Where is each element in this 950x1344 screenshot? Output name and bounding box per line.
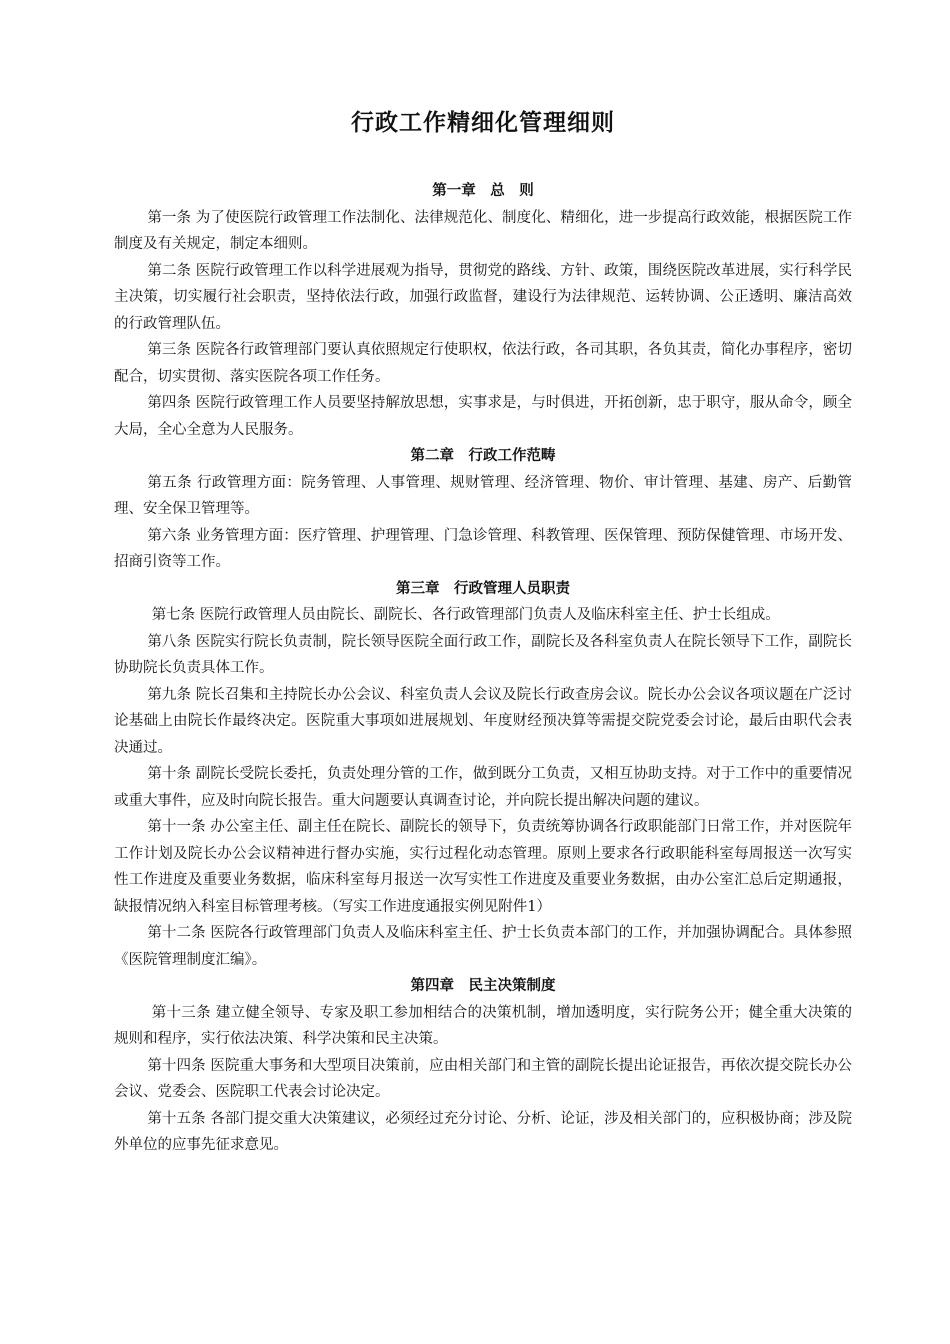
article-11: 第十一条 办公室主任、副主任在院长、副院长的领导下，负责统筹协调各行政职能部门日常工作，并对医院年工作计划及院长办公会议精神进行督办实施，实行过程化动态管理。原则上要求各行政职能科室每周报送一次写实性工作进度及重要业务数据，临床科室每月报送一次写实性工作进度及重要业务数据，由办公室汇总后定期通报，缺报情况纳入科室目标管理考核。（写实工作进度通报实例见附件1） xyxy=(114,819,852,915)
chapter-heading: 第一章 总 则 xyxy=(432,183,534,199)
chapter-heading: 第三章 行政管理人员职责 xyxy=(396,580,570,597)
article-8: 第八条 医院实行院长负责制，院长领导医院全面行政工作，副院长及各科室负责人在院长领导下工作，副院长协助院长负责具体工作。 xyxy=(114,633,852,676)
article-10: 第十条 副院长受院长委托，负责处理分管的工作，做到既分工负责，又相互协助支持。对于工作中的重要情况或重大事件，应及时向院长报告。重大问题要认真调查讨论，并向院长提出解决问题的建议。 xyxy=(114,766,852,809)
article-1: 第一条 为了使医院行政管理工作法制化、法律规范化、制度化、精细化，进一步提高行政效能，根据医院工作制度及有关规定，制定本细则。 xyxy=(114,209,852,252)
document-page xyxy=(114,108,852,1159)
article-2: 第二条 医院行政管理工作以科学进展观为指导，贯彻党的路线、方针、政策，围绕医院改革进展，实行科学民主决策，切实履行社会职责，坚持依法行政，加强行政监督，建设行为法律规范、运转协调、公正透明、廉洁高效的行政管理队伍。 xyxy=(114,262,852,332)
article-7: 第七条 医院行政管理人员由院长、副院长、各行政管理部门负责人及临床科室主任、护士长组成。 xyxy=(151,607,780,623)
article-12: 第十二条 医院各行政管理部门负责人及临床科室主任、护士长负责本部门的工作，并加强协调配合。具体参照《医院管理制度汇编》。 xyxy=(114,925,852,968)
article-5: 第五条 行政管理方面：院务管理、人事管理、规财管理、经济管理、物价、审计管理、基建、房产、后勤管理、安全保卫管理等。 xyxy=(114,474,852,517)
article-15: 第十五条 各部门提交重大决策建议，必须经过充分讨论、分析、论证，涉及相关部门的，应积极协商；涉及院外单位的应事先征求意见。 xyxy=(114,1110,852,1153)
article-14: 第十四条 医院重大事务和大型项目决策前，应由相关部门和主管的副院长提出论证报告，再依次提交院长办公会议、党委会、医院职工代表会讨论决定。 xyxy=(114,1057,852,1100)
article-9: 第九条 院长召集和主持院长办公会议、科室负责人会议及院长行政查房会议。院长办公会议各项议题在广泛讨论基础上由院长作最终决定。医院重大事项如进展规划、年度财经预决算等需提交院党委会讨论，最后由职代会表决通过。 xyxy=(114,686,852,756)
chapter-heading: 第二章 行政工作范畴 xyxy=(410,448,556,464)
article-3: 第三条 医院各行政管理部门要认真依照规定行使职权，依法行政，各司其职，各负其责，简化办事程序，密切配合，切实贯彻、落实医院各项工作任务。 xyxy=(114,342,852,385)
chapter-3 xyxy=(114,576,852,974)
article-13: 第十三条 建立健全领导、专家及职工参加相结合的决策机制，增加透明度，实行院务公开；健全重大决策的规则和程序，实行依法决策、科学决策和民主决策。 xyxy=(114,1004,852,1047)
article-4: 第四条 医院行政管理工作人员要坚持解放思想，实事求是，与时俱进，开拓创新，忠于职守，服从命令，顾全大局，全心全意为人民服务。 xyxy=(114,395,852,438)
document-title: 行政工作精细化管理细则 xyxy=(351,109,615,136)
chapter-2 xyxy=(114,443,852,576)
chapter-1 xyxy=(114,178,852,443)
chapter-4 xyxy=(114,973,852,1159)
article-6: 第六条 业务管理方面：医疗管理、护理管理、门急诊管理、科教管理、医保管理、预防保健管理、市场开发、招商引资等工作。 xyxy=(114,527,852,570)
chapter-heading: 第四章 民主决策制度 xyxy=(410,978,556,994)
